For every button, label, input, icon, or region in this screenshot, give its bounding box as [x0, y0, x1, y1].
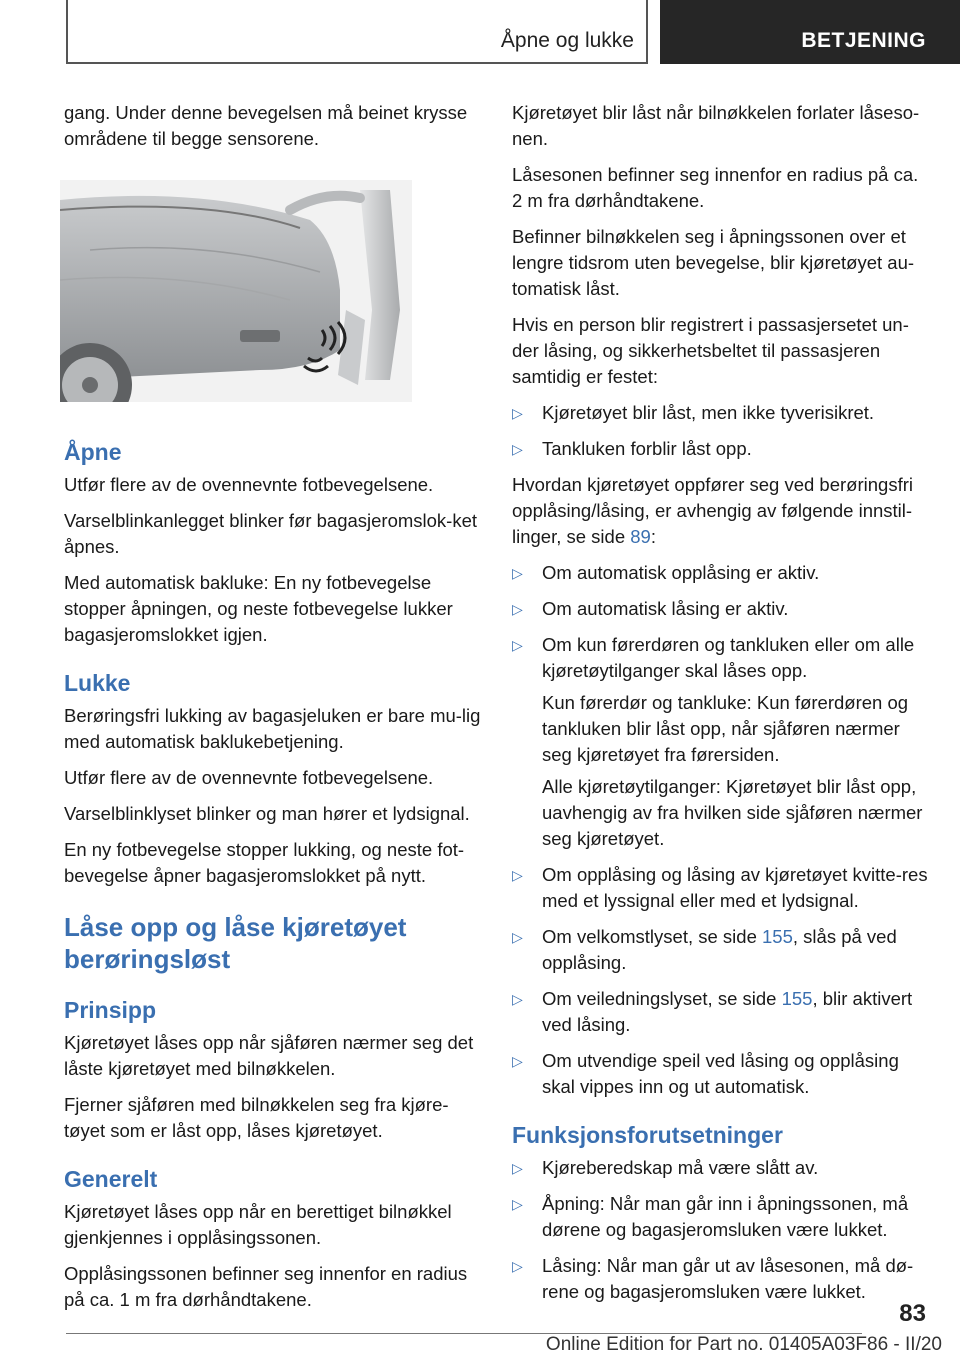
page-link-155[interactable]: 155	[762, 926, 793, 947]
triangle-bullet-icon: ▷	[512, 565, 523, 581]
section-title: Åpne og lukke	[500, 29, 634, 52]
sub-text-1: Kun førerdør og tankluke: Kun førerdøren og tankluken blir låst opp, når sjåføren nærmer seg kjøretøyet fra førersiden.	[542, 692, 909, 765]
triangle-bullet-icon: ▷	[512, 637, 523, 653]
intro-text: gang. Under denne bevegelsen må beinet krysse områdene til begge sensorene.	[64, 102, 468, 149]
heading-principle: Prinsipp	[64, 997, 157, 1023]
triangle-bullet-icon: ▷	[512, 1258, 523, 1274]
trunk-kick-illustration	[60, 180, 412, 402]
heading-open: Åpne	[64, 439, 122, 465]
right-column	[512, 100, 932, 1315]
page-number: 83	[899, 1300, 926, 1327]
close-text-2: Utfør flere av de ovennevnte fotbevegelsene.	[64, 767, 434, 788]
triangle-bullet-icon: ▷	[512, 867, 523, 883]
header-section-box	[66, 0, 648, 64]
list-item: ▷ Om velkomstlyset, se side 155, slås på ved opplåsing.	[512, 926, 897, 973]
sub-text-2: Alle kjøretøytilganger: Kjøretøyet blir låst opp, uavhengig av fra hvilken side sjåføren nærmer seg kjøretøyet.	[542, 776, 923, 849]
settings-list	[512, 560, 932, 1100]
triangle-bullet-icon: ▷	[512, 405, 523, 421]
list-item: ▷ Kjøreberedskap må være slått av.	[512, 1155, 932, 1181]
requirements-list	[512, 1155, 932, 1305]
triangle-bullet-icon: ▷	[512, 991, 523, 1007]
page-link-89[interactable]: 89	[630, 526, 651, 547]
list-item: ▷ Om kun førerdøren og tankluken eller om alle kjøretøytilganger skal låses opp. Kun førerdør og tankluke: Kun førerdøren og tankluken blir låst opp, når sjåføren nærmer seg kjøretøyet fra førersiden. Alle kjøretøytilganger: Kjøretøyet blir låst opp, uavhengig av fra hvilken side sjåføren nærmer seg kjøretøyet.	[512, 632, 932, 852]
heading-lock: Låse opp og låse kjøretøyet berøringsløst	[64, 912, 407, 974]
general-text-2: Opplåsingssonen befinner seg innenfor en radius på ca. 1 m fra dørhåndtakene.	[64, 1263, 468, 1310]
list-item: ▷ Om automatisk opplåsing er aktiv.	[512, 560, 932, 586]
principle-text-1: Kjøretøyet låses opp når sjåføren nærmer seg det låste kjøretøyet med bilnøkkelen.	[64, 1032, 474, 1079]
list-item: ▷ Om veiledningslyset, se side 155, blir aktivert ved låsing.	[512, 988, 913, 1035]
chapter-title: BETJENING	[801, 29, 926, 52]
triangle-bullet-icon: ▷	[512, 441, 523, 457]
list-item: ▷ Låsing: Når man går ut av låsesonen, må dø‐rene og bagasjeromsluken være lukket.	[512, 1255, 914, 1302]
settings-text: Hvordan kjøretøyet oppfører seg ved berøringsfri opplåsing/låsing, er avhengig av følgende innstil‐linger, se side 89:	[512, 474, 913, 547]
triangle-bullet-icon: ▷	[512, 929, 523, 945]
page-link-155[interactable]: 155	[781, 988, 813, 1009]
list-item: ▷ Tankluken forblir låst opp.	[512, 436, 932, 462]
triangle-bullet-icon: ▷	[512, 1196, 523, 1212]
open-text-3: Med automatisk bakluke: En ny fotbevegelse stopper åpningen, og neste fotbevegelse lukker bagasjeromslokket igjen.	[64, 572, 453, 645]
list-item: ▷ Åpning: Når man går inn i åpningssonen, må dørene og bagasjeromsluken være lukket.	[512, 1193, 909, 1240]
list-item: ▷ Om utvendige speil ved låsing og opplåsing skal vippes inn og ut automatisk.	[512, 1050, 899, 1097]
list-item: ▷ Om automatisk låsing er aktiv.	[512, 596, 932, 622]
heading-general: Generelt	[64, 1166, 158, 1192]
lock-text-4: Hvis en person blir registrert i passasjersetet un‐der låsing, og sikkerhetsbeltet til passasjeren samtidig er festet:	[512, 314, 909, 387]
edition-footer: Online Edition for Part no. 01405A03F86 - II/20	[545, 1334, 942, 1355]
close-text-1: Berøringsfri lukking av bagasjeluken er bare mu‐lig med automatisk baklukebetjening.	[64, 705, 481, 752]
heading-close: Lukke	[64, 670, 131, 696]
lock-text-3: Befinner bilnøkkelen seg i åpningssonen over et lengre tidsrom uten bevegelse, blir kjøretøyet au‐tomatisk låst.	[512, 226, 915, 299]
passenger-list	[512, 400, 932, 462]
list-item: ▷ Kjøretøyet blir låst, men ikke tyverisikret.	[512, 400, 932, 426]
heading-requirements: Funksjonsforutsetninger	[512, 1122, 783, 1148]
triangle-bullet-icon: ▷	[512, 1053, 523, 1069]
open-text-2: Varselblinkanlegget blinker før bagasjeromslok‐ket åpnes.	[64, 510, 478, 557]
principle-text-2: Fjerner sjåføren med bilnøkkelen seg fra kjøre‐tøyet som er låst opp, låses kjøretøyet.	[64, 1094, 449, 1141]
lock-text-2: Låsesonen befinner seg innenfor en radius på ca. 2 m fra dørhåndtakene.	[512, 164, 919, 211]
triangle-bullet-icon: ▷	[512, 601, 523, 617]
close-text-3: Varselblinklyset blinker og man hører et lydsignal.	[64, 803, 470, 824]
general-text-1: Kjøretøyet låses opp når en berettiget bilnøkkel gjenkjennes i opplåsingssonen.	[64, 1201, 452, 1248]
list-item: ▷ Om opplåsing og låsing av kjøretøyet kvitte‐res med et lyssignal eller med et lydsignal.	[512, 864, 928, 911]
open-text-1: Utfør flere av de ovennevnte fotbevegelsene.	[64, 474, 434, 495]
left-column	[64, 100, 484, 1323]
triangle-bullet-icon: ▷	[512, 1160, 523, 1176]
close-text-4: En ny fotbevegelse stopper lukking, og neste fot‐bevegelse åpner bagasjeromslokket på nytt.	[64, 839, 465, 886]
lock-text-1: Kjøretøyet blir låst når bilnøkkelen forlater låseso‐nen.	[512, 102, 920, 149]
header-chapter-tab	[660, 0, 960, 64]
